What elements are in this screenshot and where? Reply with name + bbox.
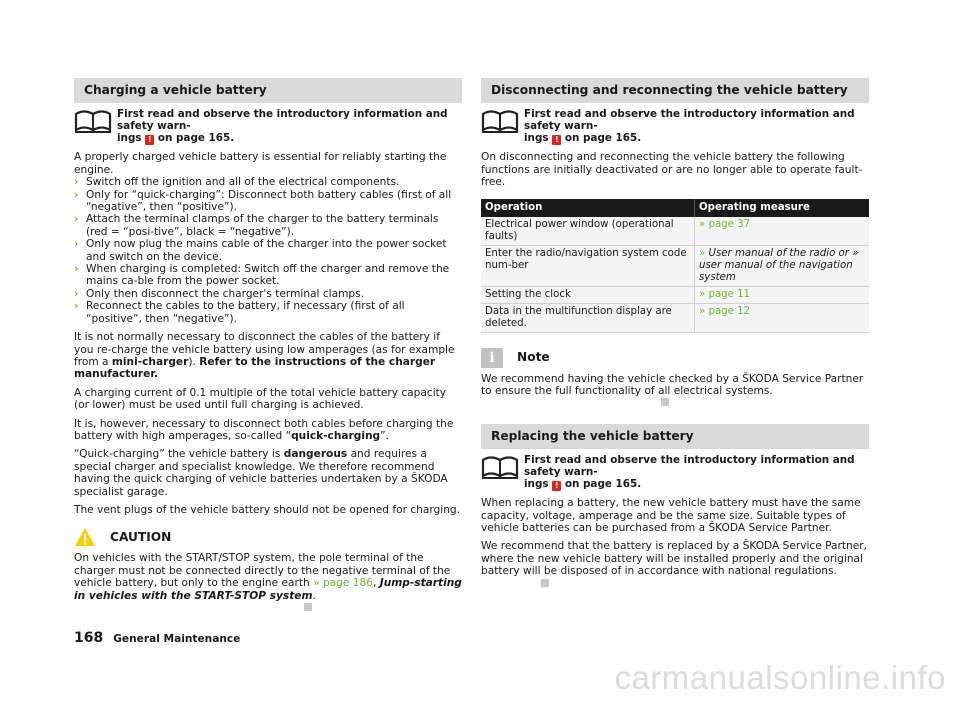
table-header: Operation — [481, 199, 695, 217]
note-text: We recommend having the vehicle checked by a ŠKODA Service Partner to ensure the full functionality of all electrical systems. — [481, 373, 869, 410]
list-item: › Only for “quick-charging”: Disconnect both battery cables (first of all “negative”, then “positive”). — [74, 187, 452, 214]
warning-icon: ! — [552, 135, 561, 145]
page-footer — [74, 630, 240, 646]
page-link[interactable]: » page 11 — [699, 288, 751, 300]
chevron-right-icon: › — [74, 212, 79, 226]
intro-text: First read and observe the introductory information and safety warn- — [117, 108, 448, 133]
page-link[interactable]: » page 37 — [699, 218, 751, 230]
intro-note: First read and observe the introductory information and safety warn- ings ! on page 165. — [74, 108, 462, 145]
chevron-right-icon: › — [74, 299, 79, 313]
left-column — [74, 78, 462, 614]
table-row: Data in the multifunction display are deleted. » page 12 — [481, 303, 869, 332]
list-item: › Only then disconnect the charger's terminal clamps. — [74, 286, 365, 300]
caution-title: CAUTION — [110, 530, 172, 545]
chevron-right-icon: › — [74, 262, 79, 276]
paragraph: When replacing a battery, the new vehicle battery must have the same capacity, voltage, amperage and be the same size. Suitable types of vehicle batteries can be purchased from a ŠKODA Service Partner. — [481, 497, 861, 535]
page-link[interactable]: » page 186 — [313, 577, 374, 590]
chevron-right-icon: › — [74, 187, 79, 201]
section-end-marker — [304, 603, 312, 611]
table-row: Setting the clock » page 11 — [481, 286, 869, 303]
list-item: › Attach the terminal clamps of the charger to the battery terminals (red = “posi-tive”, black = “negative”). — [74, 212, 439, 238]
page-number: 168 — [74, 630, 104, 646]
table-row: Enter the radio/navigation system code num-ber » User manual of the radio or » user manual of the navigation system — [481, 245, 869, 286]
table-header: Operating measure — [695, 199, 870, 217]
paragraph: A charging current of 0.1 multiple of the total vehicle battery capacity (or lower) must be used until full charging is achieved. — [74, 386, 447, 412]
list-item: › Only now plug the mains cable of the charger into the power socket and switch on the device. — [74, 237, 447, 263]
chevron-right-icon: › — [74, 286, 79, 300]
section-end-marker — [661, 398, 669, 406]
book-icon — [481, 454, 519, 480]
warning-icon: ! — [552, 481, 561, 491]
paragraph: A properly charged vehicle battery is essential for reliably starting the engine. — [74, 151, 447, 176]
book-icon — [74, 108, 112, 134]
chevron-right-icon: › — [74, 237, 79, 251]
steps-list — [74, 176, 462, 325]
section-end-marker — [541, 579, 549, 587]
warning-icon: ! — [145, 135, 154, 145]
section-title-replacing: Replacing the vehicle battery — [481, 424, 869, 449]
paragraph: On disconnecting and reconnecting the vehicle battery the following functions are initially deactivated or are no longer able to operate fault-free. — [481, 151, 863, 189]
paragraph: It is, however, necessary to disconnect both cables before charging the battery with high amperages, so-called “quick-charging”. — [74, 417, 454, 442]
section-title-charging: Charging a vehicle battery — [74, 78, 462, 103]
note-title: Note — [517, 350, 550, 365]
info-icon: i — [481, 348, 503, 368]
paragraph: We recommend that the battery is replaced by a ŠKODA Service Partner, where the new vehicle battery will be installed properly and the original battery will be disposed of in accordance with national regulations. — [481, 540, 869, 590]
list-item: › When charging is completed: Switch off the charger and remove the mains ca-ble from the power socket. — [74, 262, 450, 288]
page-link[interactable]: » — [699, 247, 706, 259]
caution-icon — [74, 527, 96, 547]
note-header — [481, 347, 869, 369]
intro-note: First read and observe the introductory information and safety warn- ings ! on page 165. — [481, 454, 869, 491]
chevron-right-icon: › — [74, 175, 79, 189]
right-column — [481, 78, 869, 590]
list-item: › Reconnect the cables to the battery, if necessary (first of all “positive”, then “negative”). — [74, 299, 405, 325]
list-item: › Switch off the ignition and all of the electrical components. — [74, 175, 400, 189]
footer-section-name: General Maintenance — [113, 633, 241, 645]
caution-text: On vehicles with the START/STOP system, the pole terminal of the charger must not be connected directly to the negative terminal of the vehicle battery, but only to the engine earth » page 186, Jump-starting in vehicles with the START-STOP system. — [74, 552, 462, 614]
caution-header — [74, 526, 462, 548]
table-row: Electrical power window (operational faults) » page 37 — [481, 217, 869, 246]
paragraph: “Quick-charging” the vehicle battery is dangerous and requires a special charger and specialist knowledge. We therefore recommend having the quick charging of vehicle batteries undertaken by a ŠKODA specialist garage. — [74, 448, 448, 498]
page-link[interactable]: » page 12 — [699, 305, 751, 317]
intro-note: First read and observe the introductory information and safety warn- ings ! on page 165. — [481, 108, 869, 145]
book-icon — [481, 108, 519, 134]
operations-table — [481, 199, 869, 333]
paragraph: The vent plugs of the vehicle battery should not be opened for charging. — [74, 503, 460, 516]
paragraph: It is not normally necessary to disconnect the cables of the battery if you re-charge the vehicle battery using low amperages (as for example from a mini-charger). Refer to the instructions of the charger manufacturer. — [74, 331, 455, 381]
table-header-row — [481, 199, 869, 217]
watermark: carmanualsonline.info — [614, 659, 946, 696]
section-title-disconnecting: Disconnecting and reconnecting the vehicle battery — [481, 78, 869, 103]
